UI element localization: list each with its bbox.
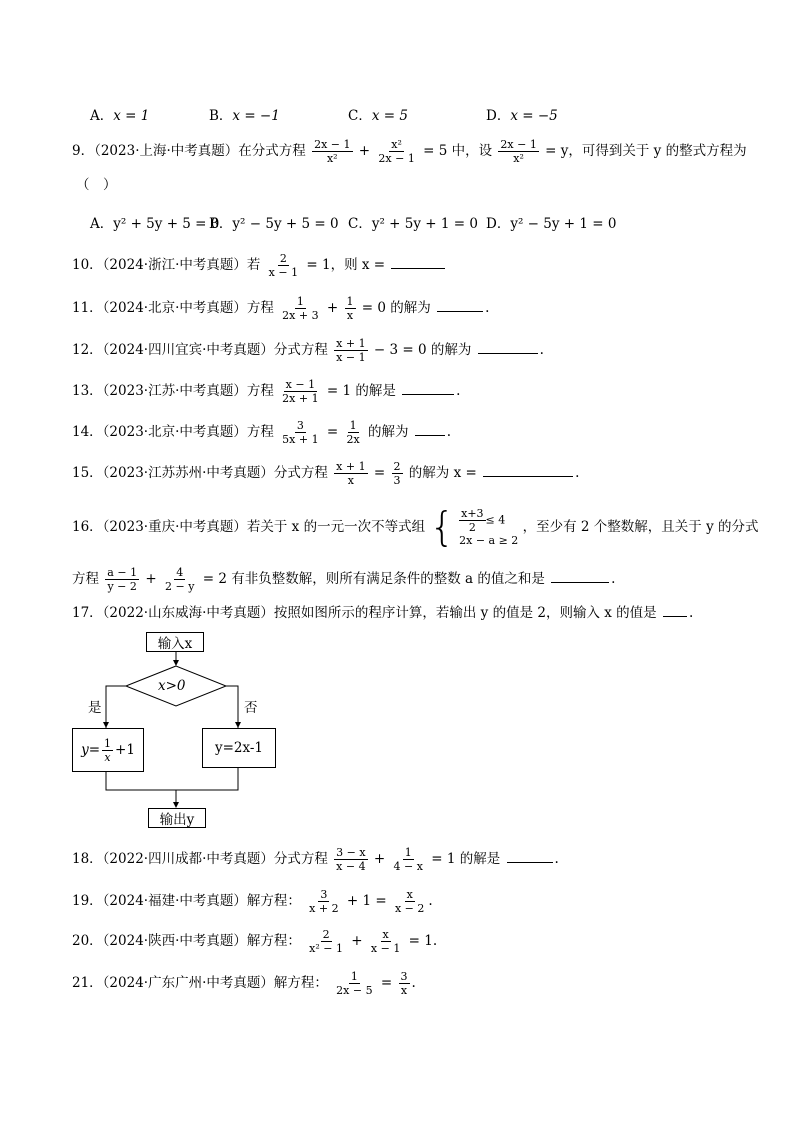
flow-input-box: 输入x [146, 632, 204, 652]
question-18: 18．（2022·四川成都·中考真题）分式方程 $\frac{3 - x}{x - 4}$ + $\frac{1}{4 - x}$ = 1 的解是 . [72, 846, 559, 873]
question-19: 19．（2024·福建·中考真题）解方程： $\frac{3}{x + 2}$ + 1 = $\frac{x}{x - 2}$ . [72, 888, 433, 915]
question-9: 9．（2023·上海·中考真题）在分式方程 $\frac{2x - 1}{\text{x²}}$ + $\frac{\text{x²}}{2x - 1}$ = 5 中，设 $\frac{2x - 1}{\text{x²}}$ = y，可得到关于 y 的整式方程为 [72, 138, 747, 165]
answer-blank[interactable] [507, 850, 553, 863]
flow-yes-label: 是 [88, 700, 102, 716]
fraction: $\frac{1}{2x - 5}$ [336, 970, 373, 997]
question-20: 20．（2024·陕西·中考真题）解方程： $\frac{2}{\text{x² − 1}}$ + $\frac{x}{x - 1}$ = 1. [72, 928, 438, 955]
fraction: $\frac{\text{x²}}{2x - 1}$ [378, 138, 415, 165]
flow-output-box: 输出y [148, 808, 206, 828]
fraction: $\frac{2}{3}$ [393, 460, 401, 487]
question-16: 16．（2023·重庆·中考真题）若关于 x 的一元一次不等式组 { $\frac{x+3}{2}$ ≤ 4 2x − a ≥ 2 ，至少有 2 个整数解，且关于 y 的分式 [72, 504, 759, 551]
flow-no-label: 否 [244, 700, 258, 716]
flow-condition: x>0 [158, 678, 186, 694]
fraction: $\frac{x}{x - 1}$ [370, 928, 401, 955]
brace-icon: { [429, 504, 455, 551]
question-16-line2: 方程 $\frac{a - 1}{y - 2}$ + $\frac{4}{2 - y}$ = 2 有非负整数解，则所有满足条件的整数 a 的值之和是 . [72, 566, 616, 593]
fraction: $\frac{2x - 1}{\text{x²}}$ [500, 138, 537, 165]
question-11: 11．（2024·北京·中考真题）方程 $\frac{1}{2x + 3}$ + $\frac{1}{x}$ = 0 的解为 . [72, 295, 490, 322]
fraction: $\frac{x}{x - 2}$ [394, 888, 425, 915]
fraction: $\frac{2}{\text{x² − 1}}$ [309, 928, 343, 955]
q9-option-b[interactable]: B．y² − 5y + 5 = 0 [209, 216, 339, 232]
fraction: $\frac{4}{2 - y}$ [164, 566, 195, 593]
fraction: $\frac{x + 1}{x}$ [336, 460, 366, 487]
fraction: $\frac{1}{2x}$ [346, 419, 360, 446]
fraction: $\frac{3}{5x + 1}$ [282, 419, 319, 446]
flow-left-box: y= $\frac{1}{x}$ +1 [72, 728, 144, 772]
question-13: 13．（2023·江苏·中考真题）方程 $\frac{x - 1}{2x + 1}$ = 1 的解是 . [72, 378, 461, 405]
fraction: $\frac{2x - 1}{\text{x²}}$ [314, 138, 351, 165]
fraction: $\frac{a - 1}{y - 2}$ [107, 566, 138, 593]
flow-right-box: y=2x-1 [202, 728, 276, 768]
inequality-system: $\frac{x+3}{2}$ ≤ 4 2x − a ≥ 2 [459, 507, 519, 547]
q9-option-c[interactable]: C．y² + 5y + 1 = 0 [348, 216, 478, 232]
q8-option-a[interactable]: A．x = 1 [90, 108, 150, 124]
question-12: 12．（2024·四川宜宾·中考真题）分式方程 $\frac{x + 1}{x - 1}$ − 3 = 0 的解为 . [72, 337, 544, 364]
question-14: 14．（2023·北京·中考真题）方程 $\frac{3}{5x + 1}$ = $\frac{1}{2x}$ 的解为 . [72, 419, 452, 446]
fraction: $\frac{1}{2x + 3}$ [282, 295, 319, 322]
question-15: 15．（2023·江苏苏州·中考真题）分式方程 $\frac{x + 1}{x}$ = $\frac{2}{3}$ 的解为 x = . [72, 460, 580, 487]
fraction: $\frac{1}{4 - x}$ [393, 846, 423, 873]
q9-option-d[interactable]: D．y² − 5y + 1 = 0 [486, 216, 617, 232]
q8-option-b[interactable]: B．x = −1 [209, 108, 280, 124]
fraction: $\frac{1}{x}$ [346, 295, 354, 322]
fraction: $\frac{3}{x}$ [400, 970, 408, 997]
q8-option-c[interactable]: C．x = 5 [348, 108, 408, 124]
answer-paren: （ ） [76, 177, 117, 193]
fraction: $\frac{2}{x - 1}$ [268, 252, 299, 279]
fraction: $\frac{3}{x + 2}$ [309, 888, 339, 915]
fraction: $\frac{x - 1}{2x + 1}$ [282, 378, 319, 405]
fraction: $\frac{3 - x}{x - 4}$ [336, 846, 366, 873]
q8-option-d[interactable]: D．x = −5 [486, 108, 558, 124]
question-21: 21．（2024·广东广州·中考真题）解方程： $\frac{1}{2x - 5}$ = $\frac{3}{x}$ . [72, 970, 416, 997]
fraction: $\frac{x + 1}{x - 1}$ [336, 337, 366, 364]
q9-option-a[interactable]: A．y² + 5y + 5 = 0 [90, 216, 220, 232]
question-17: 17．（2022·山东威海·中考真题）按照如图所示的程序计算，若输出 y 的值是 2，则输入 x 的值是 . [72, 605, 694, 621]
question-10: 10．（2024·浙江·中考真题）若 $\frac{2}{x - 1}$ = 1，则 x = [72, 252, 447, 279]
